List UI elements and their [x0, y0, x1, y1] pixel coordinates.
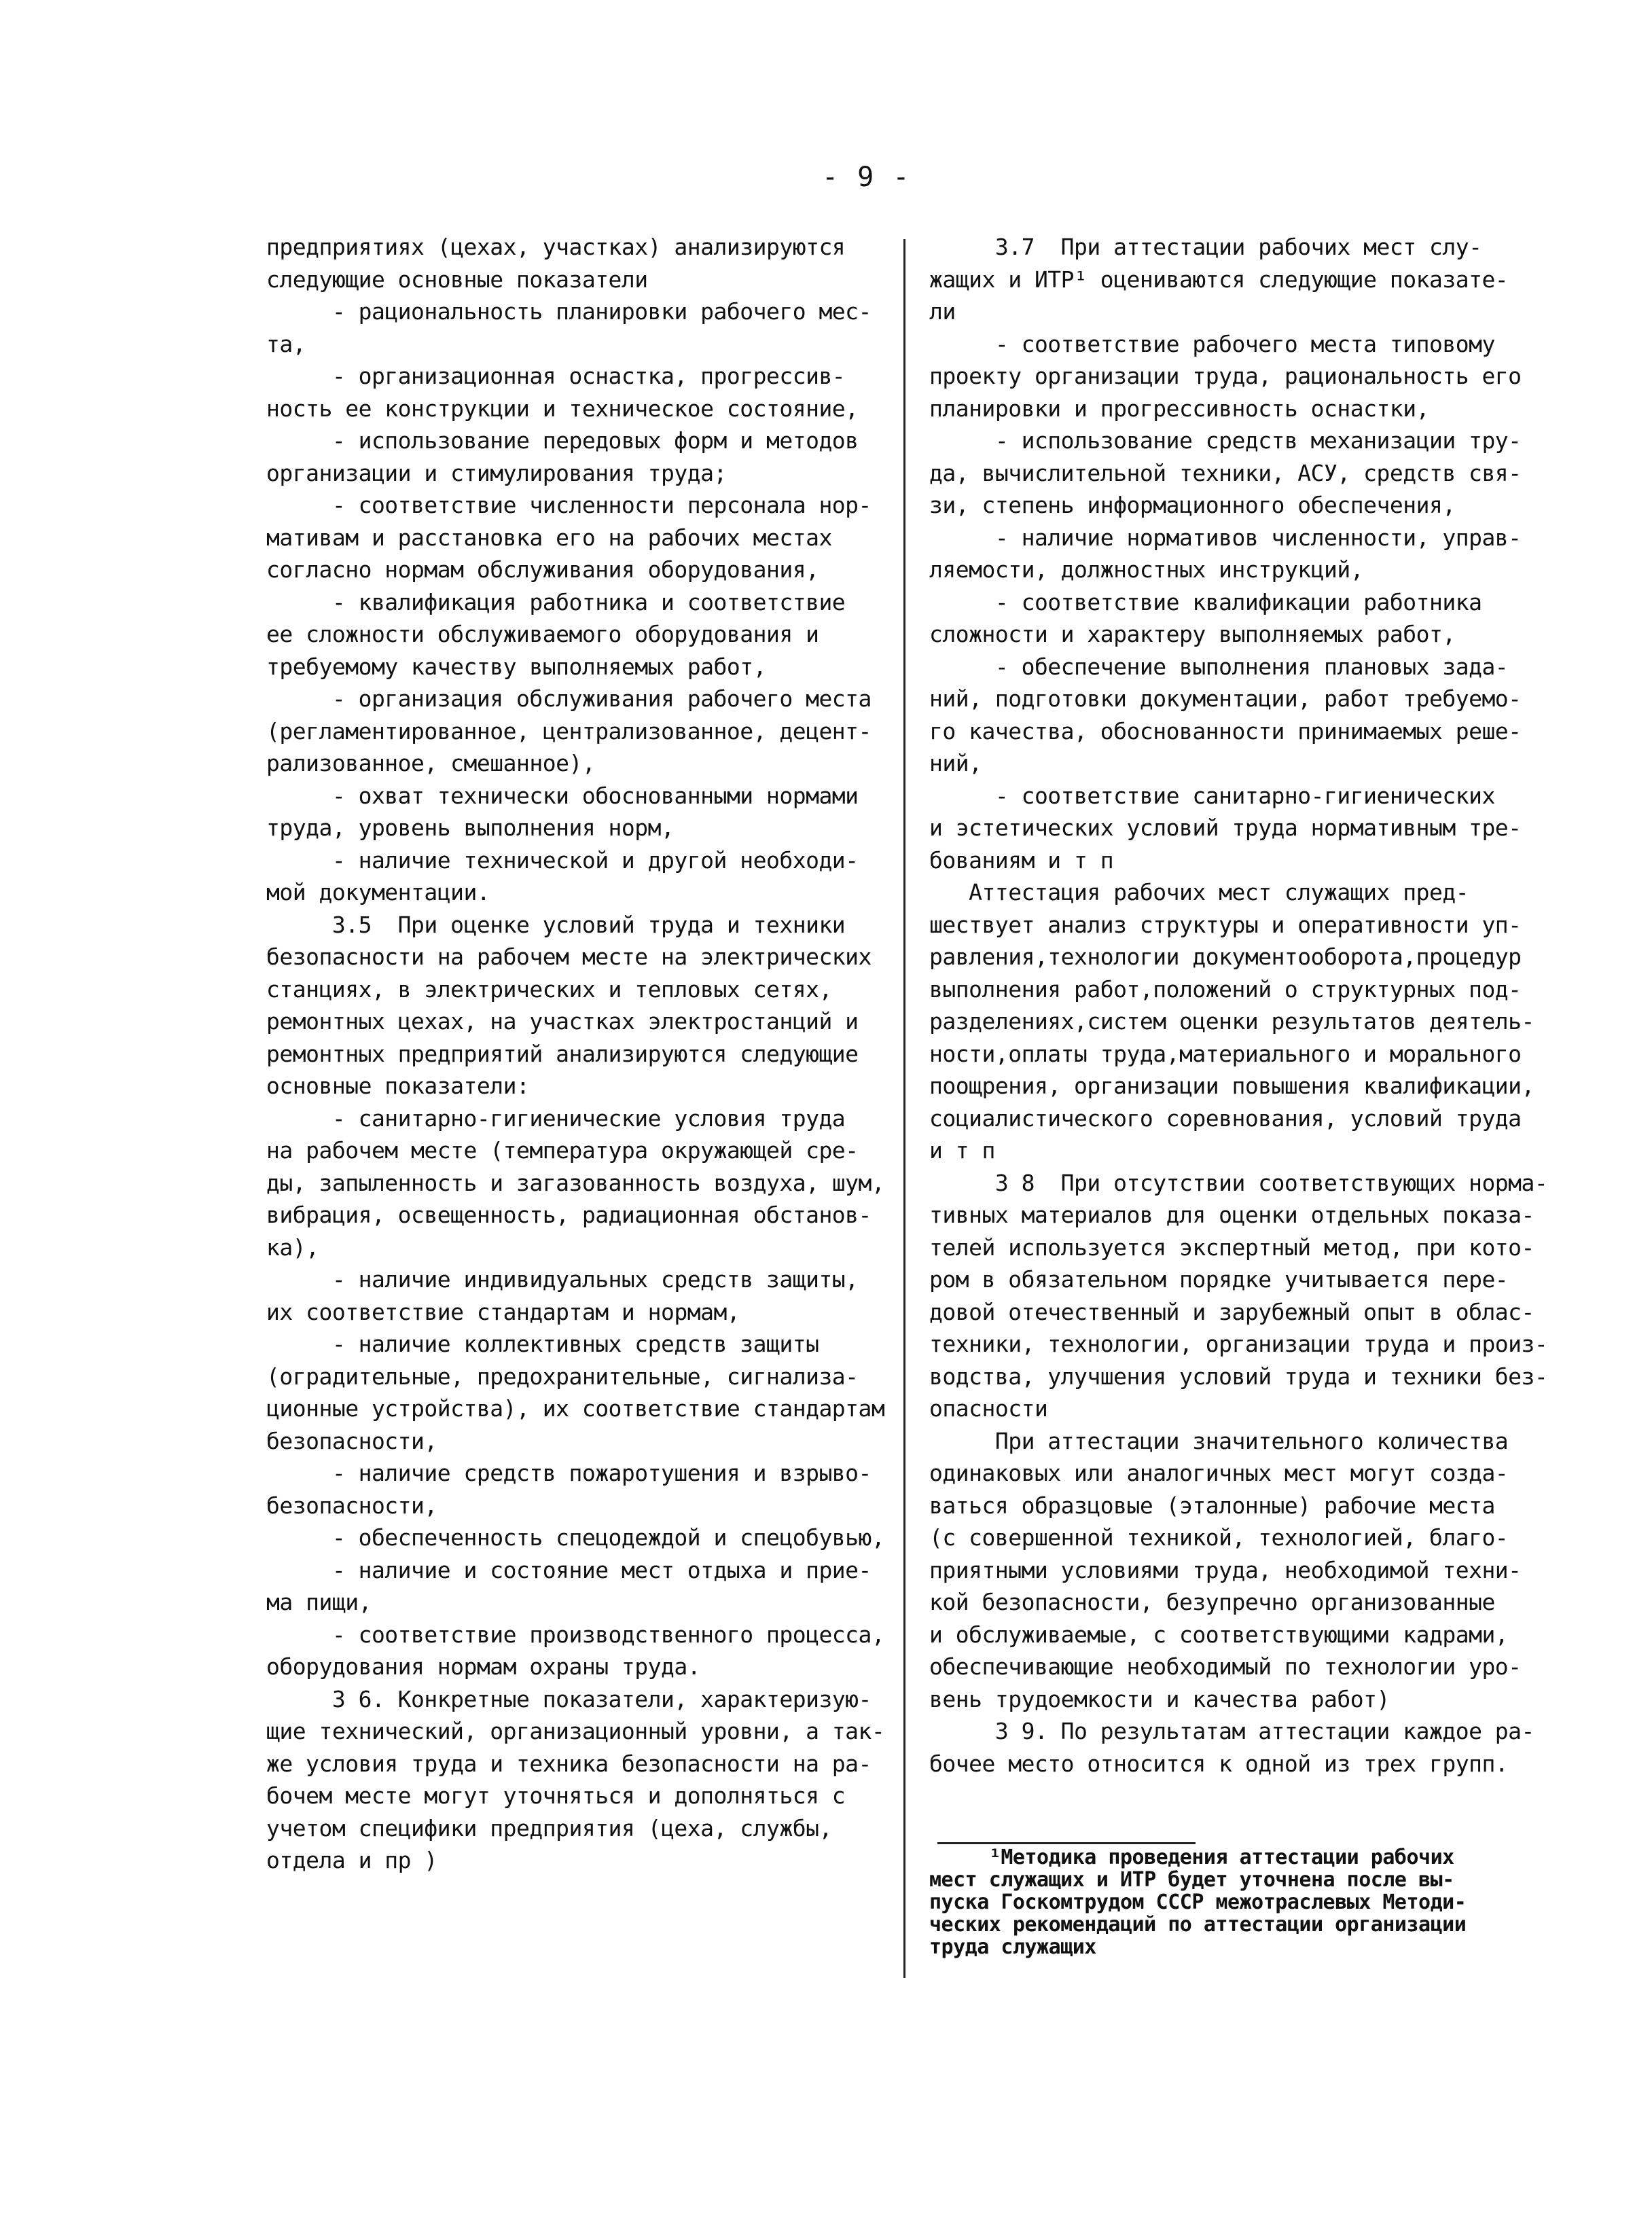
text-line: шествует анализ структуры и оперативности уп- — [929, 911, 1522, 938]
text-line: вень трудоемкости и качества работ) — [929, 1685, 1390, 1712]
footnote-line: труда служащих — [929, 1935, 1096, 1959]
text-line: - использование передовых форм и методов — [266, 427, 859, 454]
text-line: следующие основные показатели — [266, 266, 648, 293]
text-line: согласно нормам обслуживания оборудования, — [266, 556, 819, 583]
text-line: и обслуживаемые, с соответствующими кадрами, — [929, 1621, 1509, 1648]
text-line: опасности — [929, 1395, 1048, 1422]
text-line: жащих и ИТР¹ оцениваются следующие показате- — [929, 266, 1509, 293]
text-line: ремонтных цехах, на участках электростанций и — [266, 1008, 859, 1035]
footnote — [929, 1846, 1554, 1958]
text-line: поощрения, организации повышения квалификации, — [929, 1073, 1534, 1099]
text-line: - наличие средств пожаротушения и взрыво- — [266, 1460, 872, 1486]
text-line: ка), — [266, 1234, 319, 1261]
text-line: их соответствие стандартам и нормам, — [266, 1298, 740, 1325]
text-line: кой безопасности, безупречно организованные — [929, 1589, 1495, 1615]
text-line: проекту организации труда, рациональность его — [929, 363, 1522, 389]
text-line: ее сложности обслуживаемого оборудования и — [266, 621, 819, 647]
text-line: ности,оплаты труда,материального и морального — [929, 1040, 1522, 1067]
text-line: ний, — [929, 750, 982, 776]
text-line: - санитарно-гигиенические условия труда — [266, 1104, 846, 1132]
text-line: выполнения работ,положений о структурных под- — [929, 975, 1522, 1003]
text-line: ли — [929, 298, 956, 325]
text-line: оборудования нормам охраны труда. — [266, 1653, 701, 1680]
text-line: 3.7 При аттестации рабочих мест слу- — [929, 234, 1482, 260]
text-line: - организация обслуживания рабочего места — [266, 685, 872, 712]
text-line: водства, улучшения условий труда и техники без- — [929, 1363, 1548, 1390]
text-line: - квалификация работника и соответствие — [266, 588, 846, 615]
text-line: ремонтных предприятий анализируются следующие — [266, 1040, 859, 1067]
text-line: При аттестации значительного количества — [929, 1427, 1509, 1454]
footnote-line: мест служащих и ИТР будет уточнена после вы- — [929, 1868, 1454, 1892]
text-line: ний, подготовки документации, работ требуемо- — [929, 685, 1522, 712]
text-line: - охват технически обоснованными нормами — [266, 782, 859, 809]
text-line: планировки и прогрессивность оснастки, — [929, 395, 1429, 422]
text-line: телей используется экспертный метод, при кото- — [929, 1234, 1534, 1261]
text-line: зи, степень информационного обеспечения, — [929, 492, 1456, 518]
text-line: - наличие технической и другой необходи- — [266, 846, 859, 874]
text-line: 3 8 При отсутствии соответствующих норма- — [929, 1169, 1548, 1196]
text-line: - соответствие квалификации работника — [929, 588, 1482, 615]
text-line: ность ее конструкции и техническое состояние, — [266, 395, 859, 422]
text-line: - наличие нормативов численности, управ- — [929, 524, 1522, 551]
text-line: Аттестация рабочих мест служащих пред- — [929, 879, 1469, 905]
text-line: (оградительные, предохранительные, сигнализа- — [266, 1363, 859, 1390]
text-line: разделениях,систем оценки результатов деятель- — [929, 1008, 1534, 1035]
text-line: и т п — [929, 1137, 995, 1164]
text-line: го качества, обоснованности принимаемых реше- — [929, 717, 1522, 744]
text-line: станциях, в электрических и тепловых сетях, — [266, 975, 832, 1003]
text-line: техники, технологии, организации труда и произ- — [929, 1331, 1548, 1357]
text-line: - соответствие санитарно-гигиенических — [929, 782, 1495, 809]
text-line: и эстетических условий труда нормативным тре- — [929, 814, 1522, 841]
text-line: - наличие и состояние мест отдыха и прие- — [266, 1556, 872, 1583]
text-line: 3.5 При оценке условий труда и техники — [266, 911, 846, 938]
text-line: ваться образцовые (эталонные) рабочие места — [929, 1492, 1495, 1519]
text-line: бочее место относится к одной из трех групп. — [929, 1750, 1509, 1777]
text-line: бочем месте могут уточняться и дополняться с — [266, 1782, 846, 1809]
text-line: - рациональность планировки рабочего мес- — [266, 298, 872, 325]
text-line: вибрация, освещенность, радиационная обстанов- — [266, 1202, 872, 1228]
footnote-rule — [937, 1842, 1196, 1844]
text-line: предприятиях (цехах, участках) анализируются — [266, 234, 846, 260]
text-line: на рабочем месте (температура окружающей сре- — [266, 1137, 859, 1164]
footnote-line: ¹Методика проведения аттестации рабочих — [929, 1846, 1454, 1869]
text-line: 3 6. Конкретные показатели, характеризую- — [266, 1685, 872, 1712]
text-line: мой документации. — [266, 879, 490, 905]
text-line: - организационная оснастка, прогрессив- — [266, 363, 846, 389]
text-line: - обеспеченность спецодеждой и спецобувью, — [266, 1524, 885, 1551]
text-line: - использование средств механизации тру- — [929, 427, 1522, 454]
footnote-line: пуска Госкомтрудом СССР межотраслевых Методи- — [929, 1890, 1467, 1914]
left-column — [266, 231, 891, 1877]
text-line: - соответствие рабочего места типовому — [929, 330, 1495, 357]
text-line: да, вычислительной техники, АСУ, средств свя- — [929, 459, 1522, 486]
text-line: тивных материалов для оценки отдельных показа- — [929, 1202, 1534, 1228]
text-line: довой отечественный и зарубежный опыт в облас- — [929, 1298, 1534, 1325]
text-line: ляемости, должностных инструкций, — [929, 556, 1364, 583]
text-line: безопасности, — [266, 1492, 437, 1519]
text-line: - соответствие производственного процесса, — [266, 1621, 885, 1648]
text-line: ром в обязательном порядке учитывается пере- — [929, 1266, 1509, 1293]
text-line: мативам и расстановка его на рабочих местах — [266, 524, 832, 551]
text-line: щие технический, организационный уровни, а так- — [266, 1718, 885, 1744]
text-line: (с совершенной техникой, технологией, благо- — [929, 1524, 1509, 1551]
text-line: бованиям и т п — [929, 846, 1114, 874]
text-line: безопасности на рабочем месте на электрических — [266, 944, 872, 970]
column-divider — [903, 239, 905, 1978]
text-line: социалистического соревнования, условий труда — [929, 1104, 1522, 1132]
text-line: сложности и характеру выполняемых работ, — [929, 621, 1456, 647]
text-line: учетом специфики предприятия (цеха, службы, — [266, 1814, 832, 1841]
footnote-line: ческих рекомендаций по аттестации организации — [929, 1913, 1467, 1937]
text-line: та, — [266, 330, 306, 357]
text-line: - наличие коллективных средств защиты — [266, 1331, 819, 1357]
text-line: - наличие индивидуальных средств защиты, — [266, 1266, 859, 1293]
text-line: - соответствие численности персонала нор- — [266, 492, 872, 518]
text-line: (регламентированное, централизованное, децент- — [266, 717, 872, 744]
page-number: - 9 - — [822, 162, 911, 193]
text-line: ды, запыленность и загазованность воздуха, шум, — [266, 1169, 885, 1196]
text-line: 3 9. По результатам аттестации каждое ра- — [929, 1718, 1534, 1744]
text-line: же условия труда и техника безопасности на ра- — [266, 1750, 872, 1777]
right-column — [929, 231, 1554, 1780]
text-line: приятными условиями труда, необходимой техни- — [929, 1556, 1522, 1583]
text-line: одинаковых или аналогичных мест могут созда- — [929, 1460, 1509, 1486]
text-line: отдела и пр ) — [266, 1847, 437, 1873]
text-line: основные показатели: — [266, 1073, 530, 1099]
text-line: обеспечивающие необходимый по технологии уро- — [929, 1653, 1522, 1680]
text-line: труда, уровень выполнения норм, — [266, 814, 675, 841]
text-line: ма пищи, — [266, 1589, 372, 1615]
text-line: безопасности, — [266, 1427, 437, 1454]
text-line: - обеспечение выполнения плановых зада- — [929, 653, 1509, 680]
text-line: организации и стимулирования труда; — [266, 459, 727, 486]
text-line: равления,технологии документооборота,процедур — [929, 944, 1522, 970]
text-line: рализованное, смешанное), — [266, 750, 596, 776]
text-line: ционные устройства), их соответствие стандартам — [266, 1395, 885, 1422]
text-line: требуемому качеству выполняемых работ, — [266, 653, 766, 680]
